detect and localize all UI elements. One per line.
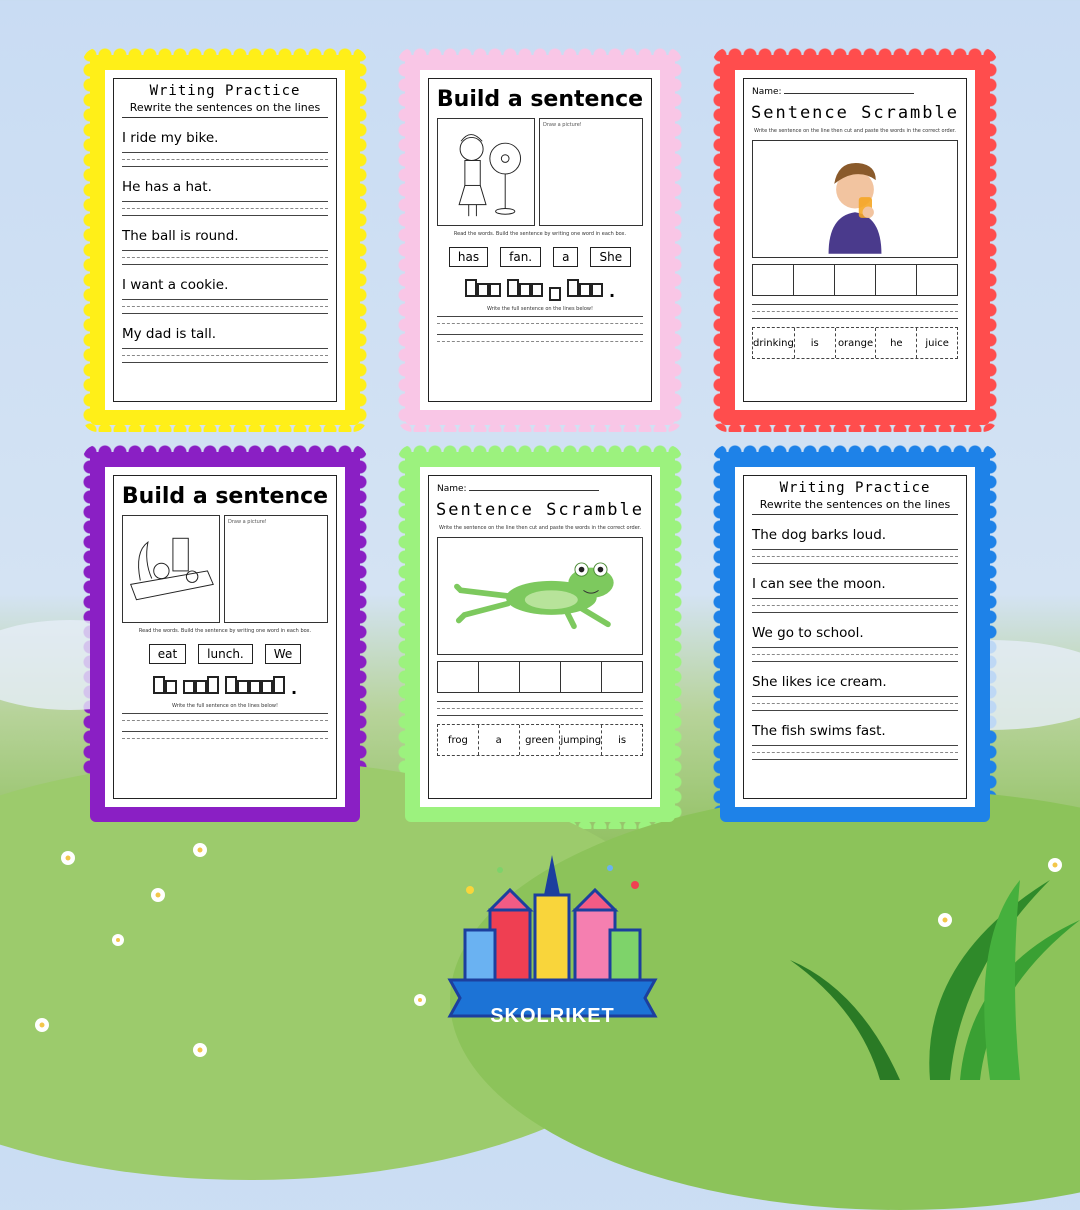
instruction: Read the words. Build the sentence by writing one word in each box. — [453, 231, 627, 237]
word-card: has — [449, 247, 488, 267]
sentence: I can see the moon. — [752, 576, 886, 592]
sentence: The ball is round. — [122, 228, 239, 244]
brand-name: SKOLRIKET — [490, 1005, 615, 1027]
footer-instruction: Write the full sentence on the lines below! — [487, 306, 593, 312]
sentence: He has a hat. — [122, 179, 212, 195]
sentence: She likes ice cream. — [752, 674, 887, 690]
worksheet-title: Sentence Scramble — [436, 500, 644, 520]
name-label: Name: — [752, 87, 782, 97]
sentence: The dog barks loud. — [752, 527, 887, 543]
word-tile: frog — [438, 725, 479, 755]
letter-boxes: . — [429, 279, 651, 301]
word-tile: is — [618, 734, 627, 746]
sentence: The fish swims fast. — [752, 723, 886, 739]
word-tile: a — [479, 725, 520, 755]
worksheet-subtitle: Rewrite the sentences on the lines — [752, 498, 958, 515]
draw-label: Draw a picture! — [543, 122, 582, 128]
word-card: fan. — [500, 247, 541, 267]
draw-label: Draw a picture! — [228, 519, 267, 525]
instruction: Write the sentence on the line then cut and paste the words in the correct order. — [754, 128, 956, 134]
skolriket-logo — [440, 850, 665, 1040]
sentence: We go to school. — [752, 625, 864, 641]
worksheet-title: Writing Practice — [779, 480, 931, 496]
letter-boxes: . — [114, 676, 336, 698]
name-label: Name: — [437, 484, 467, 494]
worksheet-title: Writing Practice — [149, 83, 301, 99]
word-tile: is — [795, 328, 836, 358]
word-tile: juice — [925, 337, 949, 349]
worksheet-title: Sentence Scramble — [751, 103, 959, 123]
word-card: We — [265, 644, 302, 664]
grass-decoration — [780, 860, 1080, 1080]
sentence: I want a cookie. — [122, 277, 229, 293]
word-tile: jumping — [560, 725, 602, 755]
word-tile: he — [876, 328, 917, 358]
worksheet-title: Build a sentence — [121, 484, 329, 509]
word-card: eat — [149, 644, 186, 664]
instruction: Write the sentence on the line then cut and paste the words in the correct order. — [439, 525, 641, 531]
sentence: My dad is tall. — [122, 326, 217, 342]
word-tile: orange — [836, 328, 877, 358]
word-card: a — [553, 247, 578, 267]
word-tile: drinking — [753, 328, 795, 358]
word-tile: green — [520, 725, 561, 755]
footer-instruction: Write the full sentence on the lines below! — [172, 703, 278, 709]
instruction: Read the words. Build the sentence by writing one word in each box. — [138, 628, 312, 634]
worksheet-subtitle: Rewrite the sentences on the lines — [122, 101, 328, 118]
worksheet-title: Build a sentence — [436, 87, 644, 112]
word-card: lunch. — [198, 644, 253, 664]
sentence: I ride my bike. — [122, 130, 219, 146]
word-card: She — [590, 247, 631, 267]
